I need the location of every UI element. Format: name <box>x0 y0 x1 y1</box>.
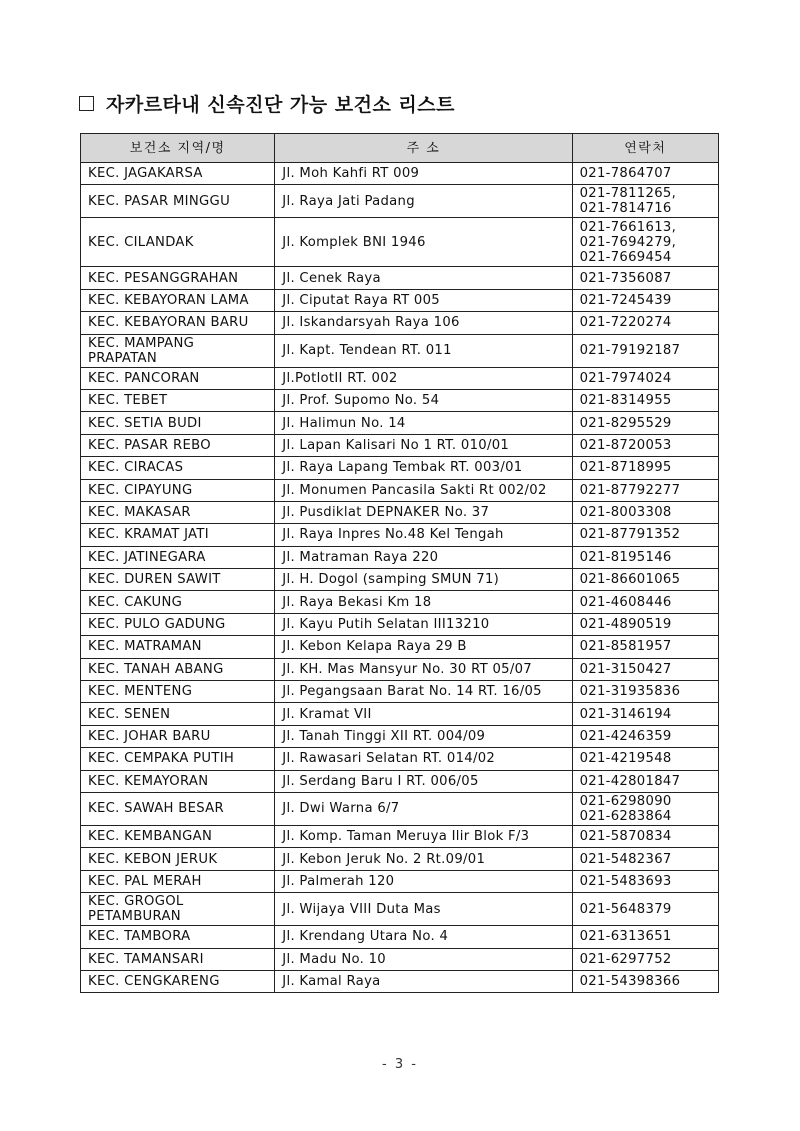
cell-contact: 021-54398366 <box>572 970 718 992</box>
table-header-row <box>81 134 719 163</box>
cell-address: Jl. Raya Inpres No.48 Kel Tengah <box>275 524 572 546</box>
cell-address: Jl. Raya Jati Padang <box>275 185 572 218</box>
table-row <box>81 312 719 334</box>
cell-location: KEC. DUREN SAWIT <box>81 569 275 591</box>
table-row <box>81 591 719 613</box>
table-row <box>81 870 719 892</box>
cell-address: Jl. KH. Mas Mansyur No. 30 RT 05/07 <box>275 658 572 680</box>
table-body <box>81 163 719 993</box>
table-row <box>81 569 719 591</box>
cell-location: KEC. SAWAH BESAR <box>81 792 275 825</box>
table-row <box>81 613 719 635</box>
cell-address: Jl. Iskandarsyah Raya 106 <box>275 312 572 334</box>
cell-location: KEC. MAKASAR <box>81 501 275 523</box>
table-row <box>81 948 719 970</box>
cell-contact: 021-4608446 <box>572 591 718 613</box>
cell-address: Jl. Matraman Raya 220 <box>275 546 572 568</box>
cell-location: KEC. MENTENG <box>81 681 275 703</box>
cell-address: Jl. Tanah Tinggi XII RT. 004/09 <box>275 725 572 747</box>
cell-location: KEC. CIPAYUNG <box>81 479 275 501</box>
health-center-table <box>80 133 719 993</box>
cell-address: Jl. Wijaya VIII Duta Mas <box>275 893 572 926</box>
cell-contact: 021-7811265, 021-7814716 <box>572 185 718 218</box>
cell-address: Jl. Kamal Raya <box>275 970 572 992</box>
cell-address: Jl. Rawasari Selatan RT. 014/02 <box>275 748 572 770</box>
cell-location: KEC. SETIA BUDI <box>81 412 275 434</box>
table-row <box>81 412 719 434</box>
cell-location: KEC. JAGAKARSA <box>81 163 275 185</box>
table-row <box>81 334 719 367</box>
cell-address: Jl. Kebon Jeruk No. 2 Rt.09/01 <box>275 848 572 870</box>
table-row <box>81 770 719 792</box>
cell-contact: 021-5648379 <box>572 893 718 926</box>
cell-contact: 021-5483693 <box>572 870 718 892</box>
cell-address: Jl. Palmerah 120 <box>275 870 572 892</box>
cell-location: KEC. CAKUNG <box>81 591 275 613</box>
cell-contact: 021-7356087 <box>572 267 718 289</box>
table-row <box>81 267 719 289</box>
cell-location: KEC. CIRACAS <box>81 457 275 479</box>
cell-address: Jl. Lapan Kalisari No 1 RT. 010/01 <box>275 434 572 456</box>
table-row <box>81 893 719 926</box>
document-title-text: 자카르타내 신속진단 가능 보건소 리스트 <box>106 94 455 116</box>
table-row <box>81 501 719 523</box>
cell-contact: 021-3150427 <box>572 658 718 680</box>
cell-location: KEC. PASAR MINGGU <box>81 185 275 218</box>
cell-location: KEC. PASAR REBO <box>81 434 275 456</box>
table-row <box>81 218 719 267</box>
page-number: - 3 - <box>382 1057 418 1072</box>
cell-address: Jl. H. Dogol (samping SMUN 71) <box>275 569 572 591</box>
cell-location: KEC. KEBAYORAN BARU <box>81 312 275 334</box>
cell-contact: 021-4890519 <box>572 613 718 635</box>
cell-contact: 021-6298090 021-6283864 <box>572 792 718 825</box>
cell-contact: 021-7245439 <box>572 289 718 311</box>
table-row <box>81 825 719 847</box>
cell-location: KEC. TAMANSARI <box>81 948 275 970</box>
cell-address: Jl. Kayu Putih Selatan III13210 <box>275 613 572 635</box>
table-row <box>81 848 719 870</box>
table-row <box>81 163 719 185</box>
cell-location: KEC. JATINEGARA <box>81 546 275 568</box>
cell-contact: 021-8003308 <box>572 501 718 523</box>
cell-contact: 021-8720053 <box>572 434 718 456</box>
cell-contact: 021-31935836 <box>572 681 718 703</box>
cell-contact: 021-7220274 <box>572 312 718 334</box>
table-row <box>81 926 719 948</box>
table-row <box>81 748 719 770</box>
table-row <box>81 434 719 456</box>
cell-contact: 021-7661613, 021-7694279, 021-7669454 <box>572 218 718 267</box>
cell-address: Jl. Komplek BNI 1946 <box>275 218 572 267</box>
cell-location: KEC. MAMPANG PRAPATAN <box>81 334 275 367</box>
cell-address: Jl. Komp. Taman Meruya Ilir Blok F/3 <box>275 825 572 847</box>
cell-contact: 021-3146194 <box>572 703 718 725</box>
cell-contact: 021-8295529 <box>572 412 718 434</box>
cell-address: Jl. Kebon Kelapa Raya 29 B <box>275 636 572 658</box>
column-header-contact: 연락처 <box>572 134 718 163</box>
cell-address: Jl. Raya Bekasi Km 18 <box>275 591 572 613</box>
cell-contact: 021-87791352 <box>572 524 718 546</box>
cell-contact: 021-87792277 <box>572 479 718 501</box>
table-row <box>81 703 719 725</box>
table-row <box>81 389 719 411</box>
cell-address: Jl. Prof. Supomo No. 54 <box>275 389 572 411</box>
cell-contact: 021-8195146 <box>572 546 718 568</box>
cell-location: KEC. TAMBORA <box>81 926 275 948</box>
cell-contact: 021-4219548 <box>572 748 718 770</box>
cell-address: Jl. Cenek Raya <box>275 267 572 289</box>
cell-address: Jl. Pegangsaan Barat No. 14 RT. 16/05 <box>275 681 572 703</box>
cell-contact: 021-5870834 <box>572 825 718 847</box>
cell-address: Jl.PotlotII RT. 002 <box>275 367 572 389</box>
cell-location: KEC. KEBON JERUK <box>81 848 275 870</box>
cell-location: KEC. KEMAYORAN <box>81 770 275 792</box>
cell-location: KEC. PANCORAN <box>81 367 275 389</box>
cell-contact: 021-5482367 <box>572 848 718 870</box>
document-title <box>79 90 455 117</box>
cell-location: KEC. PULO GADUNG <box>81 613 275 635</box>
cell-contact: 021-4246359 <box>572 725 718 747</box>
table-row <box>81 636 719 658</box>
cell-contact: 021-6313651 <box>572 926 718 948</box>
cell-location: KEC. KRAMAT JATI <box>81 524 275 546</box>
table-row <box>81 658 719 680</box>
cell-location: KEC. PESANGGRAHAN <box>81 267 275 289</box>
table-row <box>81 970 719 992</box>
cell-location: KEC. MATRAMAN <box>81 636 275 658</box>
cell-contact: 021-6297752 <box>572 948 718 970</box>
cell-address: Jl. Dwi Warna 6/7 <box>275 792 572 825</box>
cell-contact: 021-7864707 <box>572 163 718 185</box>
cell-address: Jl. Raya Lapang Tembak RT. 003/01 <box>275 457 572 479</box>
cell-address: Jl. Moh Kahfi RT 009 <box>275 163 572 185</box>
checkbox-square-icon <box>79 96 94 111</box>
cell-location: KEC. CILANDAK <box>81 218 275 267</box>
cell-location: KEC. JOHAR BARU <box>81 725 275 747</box>
cell-address: Jl. Kapt. Tendean RT. 011 <box>275 334 572 367</box>
cell-contact: 021-42801847 <box>572 770 718 792</box>
cell-address: Jl. Ciputat Raya RT 005 <box>275 289 572 311</box>
table-row <box>81 457 719 479</box>
cell-address: Jl. Monumen Pancasila Sakti Rt 002/02 <box>275 479 572 501</box>
table-row <box>81 479 719 501</box>
cell-location: KEC. PAL MERAH <box>81 870 275 892</box>
cell-location: KEC. TANAH ABANG <box>81 658 275 680</box>
cell-contact: 021-8581957 <box>572 636 718 658</box>
cell-address: Jl. Kramat VII <box>275 703 572 725</box>
cell-address: Jl. Serdang Baru I RT. 006/05 <box>275 770 572 792</box>
table-row <box>81 367 719 389</box>
cell-contact: 021-8718995 <box>572 457 718 479</box>
column-header-location: 보건소 지역/명 <box>81 134 275 163</box>
column-header-address: 주 소 <box>275 134 572 163</box>
table-row <box>81 681 719 703</box>
cell-location: KEC. KEBAYORAN LAMA <box>81 289 275 311</box>
cell-location: KEC. CENGKARENG <box>81 970 275 992</box>
cell-address: Jl. Halimun No. 14 <box>275 412 572 434</box>
cell-location: KEC. GROGOL PETAMBURAN <box>81 893 275 926</box>
cell-location: KEC. TEBET <box>81 389 275 411</box>
cell-address: Jl. Madu No. 10 <box>275 948 572 970</box>
cell-location: KEC. CEMPAKA PUTIH <box>81 748 275 770</box>
cell-location: KEC. KEMBANGAN <box>81 825 275 847</box>
cell-contact: 021-7974024 <box>572 367 718 389</box>
table-row <box>81 546 719 568</box>
table-row <box>81 289 719 311</box>
cell-contact: 021-79192187 <box>572 334 718 367</box>
cell-contact: 021-86601065 <box>572 569 718 591</box>
cell-address: Jl. Pusdiklat DEPNAKER No. 37 <box>275 501 572 523</box>
table-row <box>81 524 719 546</box>
table-row <box>81 185 719 218</box>
cell-address: Jl. Krendang Utara No. 4 <box>275 926 572 948</box>
table-row <box>81 792 719 825</box>
table-row <box>81 725 719 747</box>
cell-location: KEC. SENEN <box>81 703 275 725</box>
cell-contact: 021-8314955 <box>572 389 718 411</box>
